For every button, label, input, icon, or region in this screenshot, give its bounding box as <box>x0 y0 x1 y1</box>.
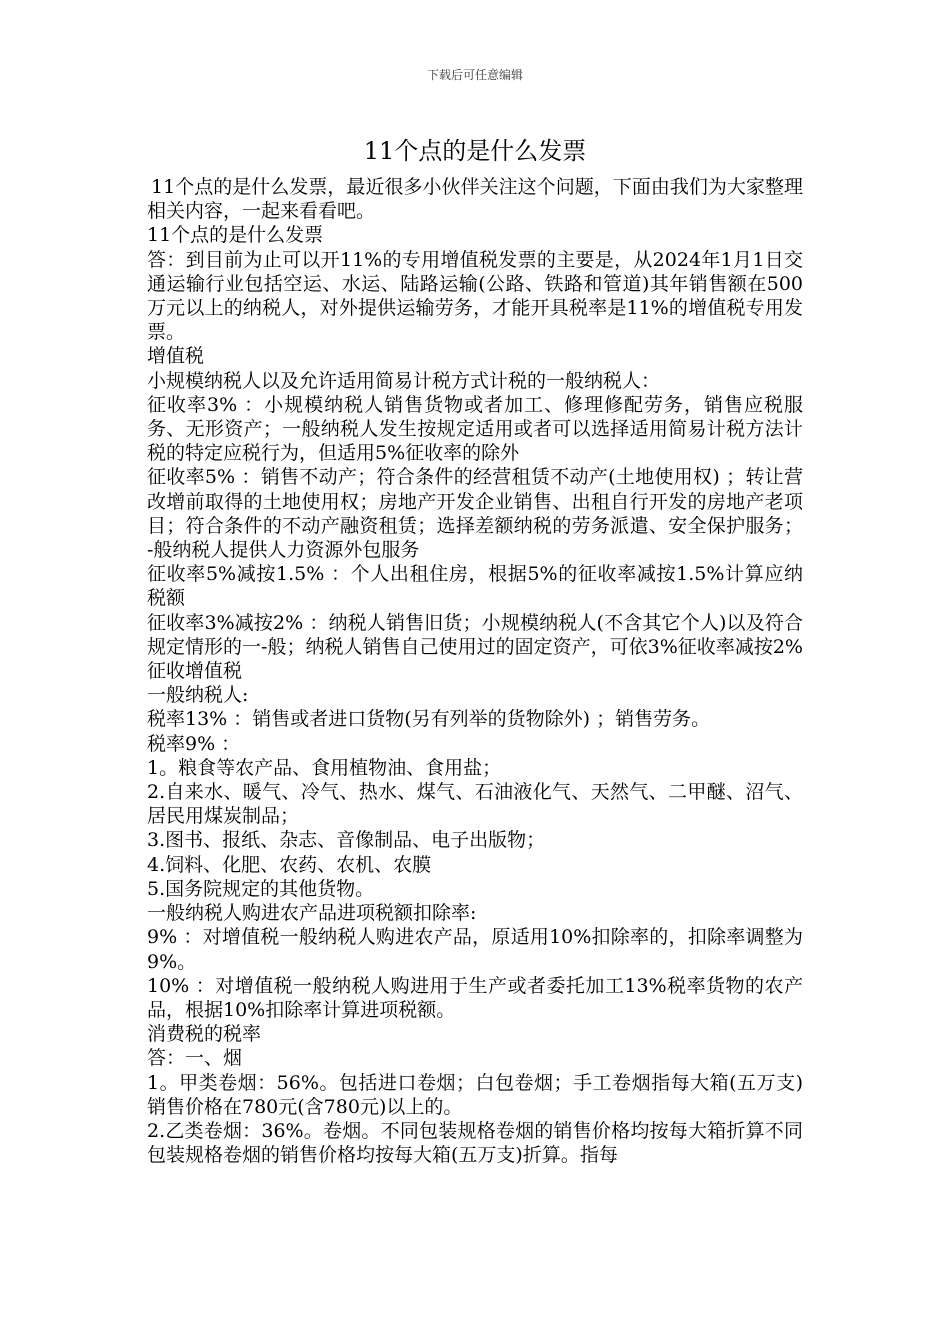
paragraph-deduction-9: 9% ：对增值税一般纳税人购进农产品，原适用10%扣除率的，扣除率调整为9%。 <box>147 926 803 973</box>
list-item-4: 4.饲料、化肥、农药、农机、农膜 <box>147 853 432 876</box>
paragraph-rate-3-reduced: 征收率3%减按2% ：纳税人销售旧货；小规模纳税人(不含其它个人)以及符合规定情形的一-般；纳税人销售自己使用过的固定资产，可依3%征收率减按2%征收增值税 <box>147 611 803 683</box>
document-body <box>147 175 803 1167</box>
paragraph-answer: 答：到目前为止可以开11%的专用增值税发票的主要是，从2024年1月1日交通运输行业包括空运、水运、陆路运输(公路、铁路和管道)其年销售额在500万元以上的纳税人，对外提供运输劳务，才能开具税率是11%的增值税专用发票。 <box>147 248 803 344</box>
list-item-1: 1。粮食等农产品、食用植物油、食用盐； <box>147 756 502 779</box>
paragraph-rate-9-heading: 税率9% ： <box>147 732 241 755</box>
header-note: 下载后可任意编辑 <box>426 68 523 82</box>
list-item-class-b-cigarettes: 2.乙类卷烟：36%。卷烟。不同包装规格卷烟的销售价格均按每大箱折算不同包装规格卷烟的销售价格均按每大箱(五万支)折算。指每 <box>147 1119 803 1167</box>
document-title: 11个点的是什么发票 <box>363 137 587 165</box>
list-item-5: 5.国务院规定的其他货物。 <box>147 877 375 900</box>
paragraph-small-taxpayer-heading: 小规模纳税人以及允许适用简易计税方式计税的一般纳税人： <box>147 369 661 392</box>
paragraph-deduction-heading: 一般纳税人购进农产品进项税额扣除率: <box>147 902 477 925</box>
paragraph-general-taxpayer-heading: 一般纳税人: <box>147 684 249 707</box>
paragraph-question-heading: 11个点的是什么发票 <box>147 224 324 247</box>
paragraph-rate-3: 征收率3% ：小规模纳税人销售货物或者加工、修理修配劳务，销售应税服务、无形资产；一般纳税人发生按规定适用或者可以选择适用简易计税方法计税的特定应税行为，但适用5%征收率的除外 <box>147 393 803 465</box>
paragraph-rate-5: 征收率5% ：销售不动产；符合条件的经营租赁不动产(土地使用权) ；转让营改增前取得的土地使用权；房地产开发企业销售、出租自行开发的房地产老项目；符合条件的不动产融资租赁；选择差额纳税的劳务派遣、安全保护服务； -般纳税人提供人力资源外包服务 <box>147 466 803 562</box>
paragraph-vat-heading: 增值税 <box>147 345 205 368</box>
list-item-3: 3.图书、报纸、杂志、音像制品、电子出版物； <box>147 829 546 852</box>
list-item-2: 2.自来水、暖气、冷气、热水、煤气、石油液化气、天然气、二甲醚、沼气、居民用煤炭制品； <box>147 781 803 828</box>
paragraph-intro: 11个点的是什么发票，最近很多小伙伴关注这个问题，下面由我们为大家整理相关内容，一起来看看吧。 <box>147 176 803 223</box>
paragraph-deduction-10: 10% ：对增值税一般纳税人购进用于生产或者委托加工13%税率货物的农产品，根据10%扣除率计算进项税额。 <box>147 974 803 1021</box>
paragraph-consumption-tax-heading: 消费税的税率 <box>147 1023 262 1046</box>
paragraph-rate-5-reduced: 征收率5%减按1.5% ：个人出租住房，根据5%的征收率减按1.5%计算应纳税额 <box>147 563 803 610</box>
list-item-class-a-cigarettes: 1。甲类卷烟：56%。包括进口卷烟；白包卷烟；手工卷烟指每大箱(五万支)销售价格在780元(含780元)以上的。 <box>147 1071 803 1118</box>
paragraph-rate-13: 税率13% ：销售或者进口货物(另有列举的货物除外) ；销售劳务。 <box>147 708 711 731</box>
paragraph-tobacco-heading: 答：一、烟 <box>147 1047 243 1070</box>
